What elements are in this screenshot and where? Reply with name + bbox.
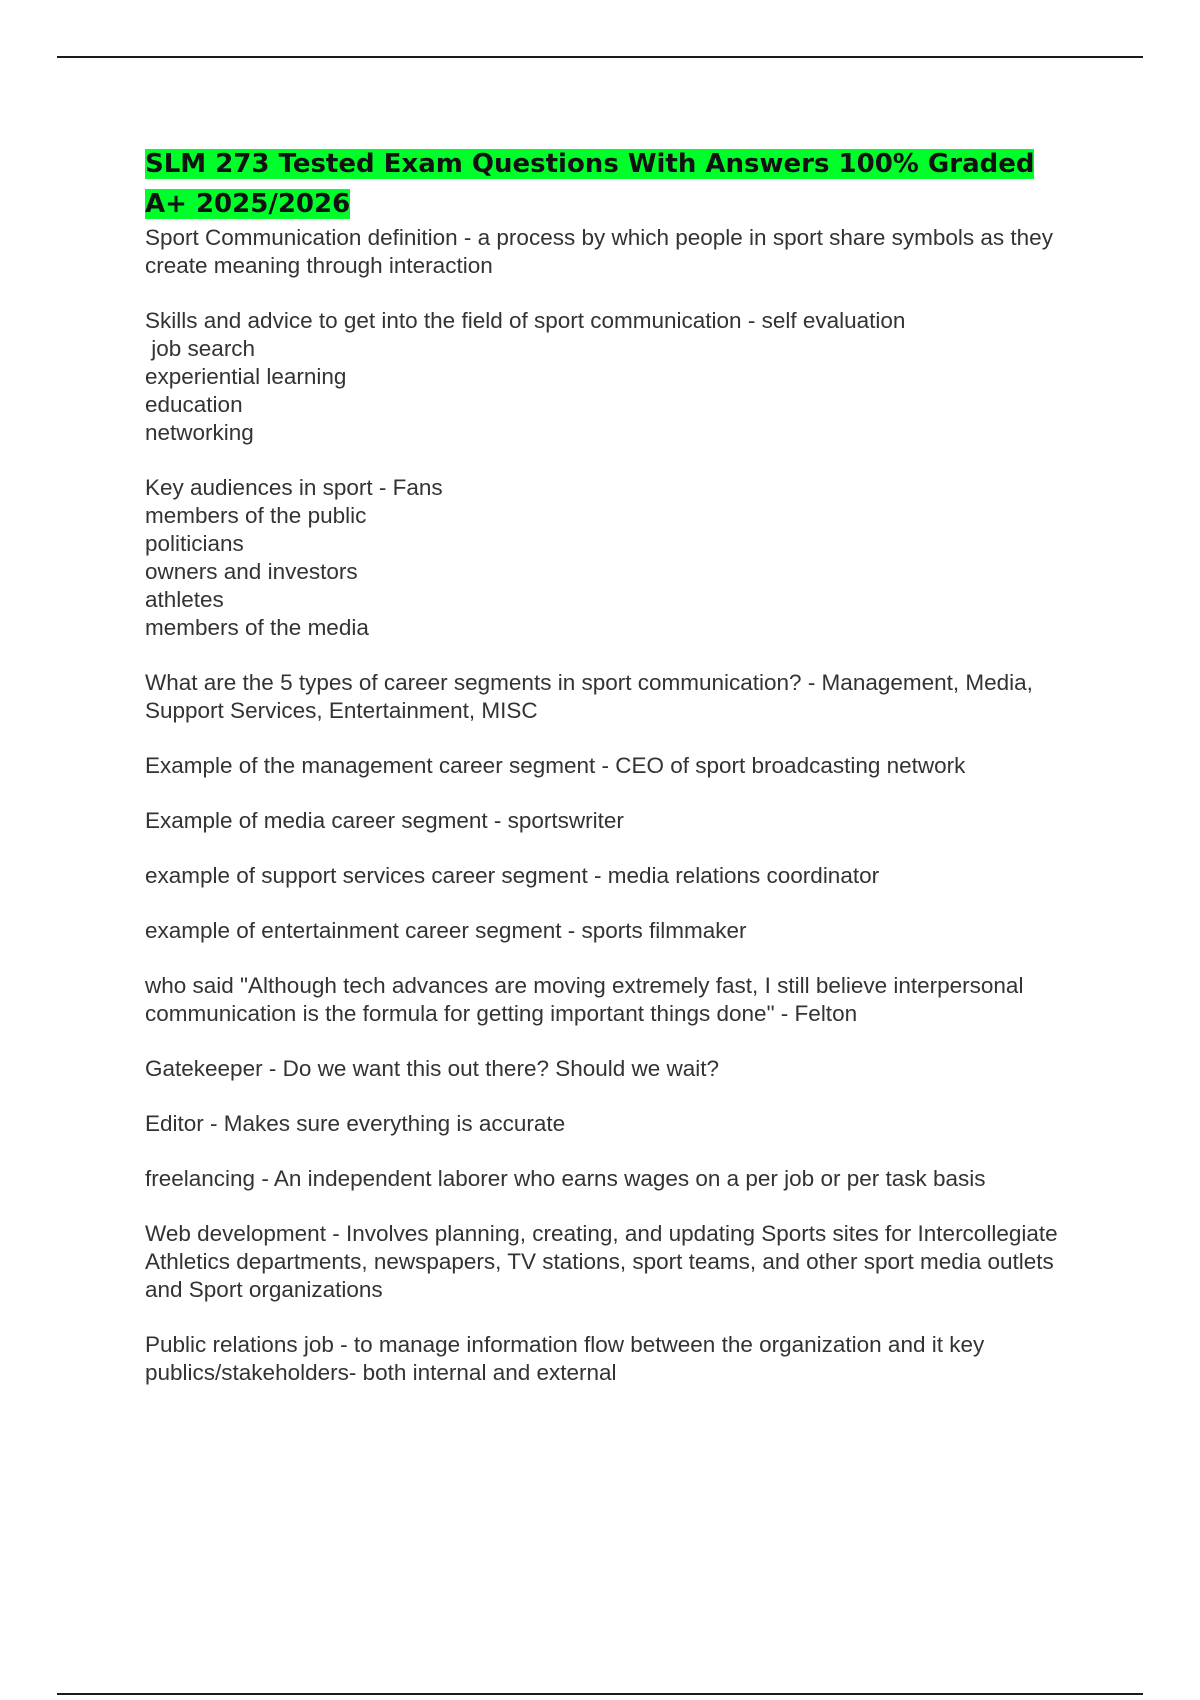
title-highlight: SLM 273 Tested Exam Questions With Answers 100% Graded A+ 2025/2026: [145, 149, 1035, 219]
document-title: [145, 144, 1075, 224]
top-rule: [57, 56, 1143, 58]
bottom-rule: [57, 1693, 1143, 1695]
qa-item-gatekeeper: Gatekeeper - Do we want this out there? Should we wait?: [145, 1056, 720, 1081]
qa-item-career-segments: What are the 5 types of career segments in sport communication? - Management, Media, Support Services, Entertainment, MISC: [145, 670, 1040, 723]
qa-item-management-example: Example of the management career segment - CEO of sport broadcasting network: [145, 753, 966, 778]
qa-item-media-example: Example of media career segment - sportswriter: [145, 808, 624, 833]
qa-item-support-services-example: example of support services career segment - media relations coordinator: [145, 863, 880, 888]
qa-item-entertainment-example: example of entertainment career segment - sports filmmaker: [145, 918, 747, 943]
qa-item-felton-quote: who said "Although tech advances are moving extremely fast, I still believe interpersonal communication is the formula for getting important things done" - Felton: [145, 973, 1030, 1026]
qa-item-key-audiences: Key audiences in sport - Fans members of the public politicians owners and investors athletes members of the media: [145, 475, 443, 640]
qa-item-skills-and-advice: Skills and advice to get into the field of sport communication - self evaluation job search experiential learning education networking: [145, 308, 906, 445]
qa-item-web-development: Web development - Involves planning, creating, and updating Sports sites for Intercollegiate Athletics departments, newspapers, TV stations, sport teams, and other sport media outlets and Sport organizations: [145, 1221, 1063, 1302]
qa-item-freelancing: freelancing - An independent laborer who earns wages on a per job or per task basis: [145, 1166, 986, 1191]
qa-item-sport-communication-definition: Sport Communication definition - a process by which people in sport share symbols as they create meaning through interaction: [145, 225, 1060, 278]
qa-item-editor: Editor - Makes sure everything is accurate: [145, 1111, 566, 1136]
document-body: [145, 144, 1075, 1414]
qa-item-public-relations: Public relations job - to manage information flow between the organization and it key publics/stakeholders- both internal and external: [145, 1332, 991, 1385]
